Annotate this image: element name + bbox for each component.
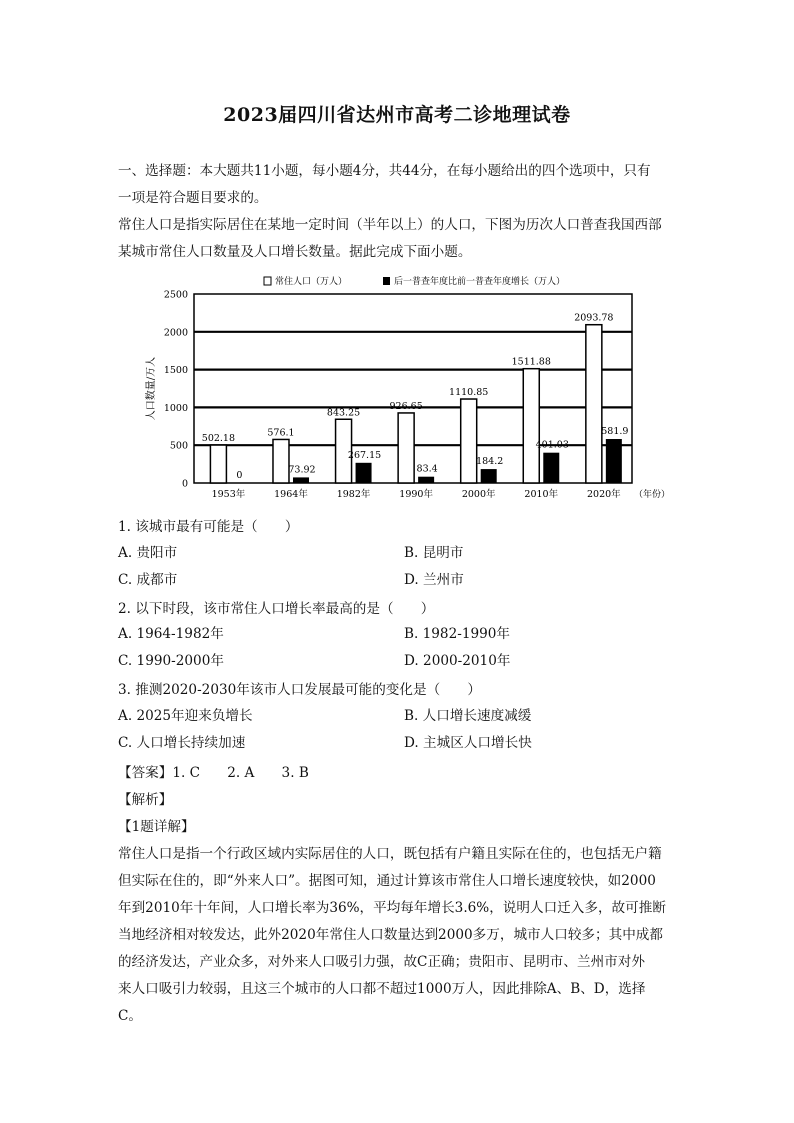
data-label-increase: 0 (236, 470, 243, 481)
x-axis-unit-label: （年份） (634, 490, 671, 500)
population-chart (136, 268, 671, 512)
data-label-increase: 73.92 (288, 464, 316, 476)
chart-legend (264, 275, 565, 287)
explanation-line-2: 但实际在住的，即“外来人口”。据图可知，通过计算该市常住人口增长速度较快，如2000 (118, 873, 656, 889)
legend-label-resident: 常住人口（万人） (275, 277, 348, 287)
x-tick-label: 1982年 (336, 489, 371, 500)
bar-population-increase (356, 463, 372, 483)
bar-population-increase (606, 439, 622, 483)
legend-swatch-increase (383, 277, 390, 285)
y-tick-label: 0 (181, 478, 188, 490)
question-3-option-c[interactable]: C. 人口增长持续加速 (118, 735, 246, 751)
data-label-increase: 267.15 (347, 449, 382, 461)
question-2-option-d[interactable]: D. 2000-2010年 (404, 653, 511, 669)
bar-resident-population (523, 369, 539, 483)
data-label-resident: 843.25 (326, 407, 361, 419)
bar-population-increase (543, 453, 559, 483)
bar-resident-population (273, 439, 289, 483)
y-tick-label: 1000 (163, 402, 188, 414)
legend-swatch-resident (264, 277, 271, 285)
data-label-increase: 401.03 (535, 439, 569, 451)
question-stem-line-2: 某城市常住人口数量及人口增长数量。据此完成下面小题。 (118, 244, 472, 260)
question-3-option-a[interactable]: A. 2025年迎来负增长 (118, 708, 253, 724)
data-label-resident: 1110.85 (449, 387, 489, 399)
bar-resident-population (586, 325, 602, 483)
legend-label-increase: 后一普查年度比前一普查年度增长（万人） (394, 277, 566, 287)
bar-population-increase (293, 477, 309, 483)
explanation-line-4: 当地经济相对较发达，此外2020年常住人口数量达到2000多万，城市人口较多；其中成都 (118, 927, 663, 943)
y-tick-label: 1500 (163, 365, 188, 377)
data-label-resident: 1511.88 (511, 356, 551, 368)
x-tick-label: 2000年 (461, 489, 496, 500)
page-title: 2023届四川省达州市高考二诊地理试卷 (223, 104, 571, 126)
section-intro-line-1: 一、选择题：本大题共11小题，每小题4分，共44分，在每小题给出的四个选项中，只有 (118, 163, 651, 179)
section-intro-line-2: 一项是符合题目要求的。 (118, 190, 268, 206)
question-1-option-a[interactable]: A. 贵阳市 (118, 545, 178, 561)
data-label-increase: 581.9 (601, 426, 629, 438)
question-2-option-c[interactable]: C. 1990-2000年 (118, 653, 224, 669)
question-2-option-b[interactable]: B. 1982-1990年 (404, 626, 511, 642)
explanation-line-6: 来人口吸引力较弱，且这三个城市的人口都不超过1000万人，因此排除A、B、D，选择 (118, 981, 646, 997)
question-stem-line-1: 常住人口是指实际居住在某地一定时间（半年以上）的人口，下图为历次人口普查我国西部 (118, 217, 662, 233)
explanation-line-7: C。 (118, 1008, 142, 1024)
x-tick-label: 1953年 (211, 489, 246, 500)
bar-resident-population (461, 399, 477, 483)
plot-area (164, 290, 632, 501)
question-3-text: 3. 推测2020-2030年该市人口发展最可能的变化是（ ） (118, 682, 481, 698)
bar-resident-population (210, 445, 226, 483)
question-2-option-a[interactable]: A. 1964-1982年 (118, 626, 224, 642)
question-1-option-d[interactable]: D. 兰州市 (404, 572, 464, 588)
bar-population-increase (481, 469, 497, 483)
question-3-option-b[interactable]: B. 人口增长速度减缓 (404, 708, 532, 724)
y-tick-label: 500 (169, 440, 188, 452)
y-tick-label: 2000 (163, 327, 188, 339)
data-label-resident: 502.18 (201, 433, 236, 445)
answer-line: 【答案】1. C 2. A 3. B (118, 765, 309, 781)
y-tick-label: 2500 (163, 289, 188, 301)
question-2-text: 2. 以下时段，该市常住人口增长率最高的是（ ） (118, 601, 435, 617)
question-1-option-c[interactable]: C. 成都市 (118, 572, 178, 588)
explanation-line-1: 常住人口是指一个行政区域内实际居住的人口，既包括有户籍且实际在住的，也包括无户籍 (118, 846, 662, 862)
question-1-detail-heading: 【1题详解】 (118, 819, 195, 835)
y-axis-label: 人口数量/万人 (146, 356, 157, 421)
question-3-option-d[interactable]: D. 主城区人口增长快 (404, 735, 532, 751)
data-label-resident: 576.1 (267, 427, 295, 439)
data-label-resident: 926.65 (389, 400, 423, 412)
x-tick-label: 2020年 (586, 489, 621, 500)
data-label-increase: 83.4 (416, 463, 438, 475)
explanation-line-5: 的经济发达，产业众多，对外来人口吸引力强，故C正确；贵阳市、昆明市、兰州市对外 (118, 954, 645, 970)
analysis-heading: 【解析】 (118, 792, 173, 808)
bar-population-increase (418, 477, 434, 483)
x-tick-label: 1990年 (399, 489, 433, 500)
bar-resident-population (398, 413, 414, 483)
explanation-line-3: 年到2010年十年间，人口增长率为36%，平均每年增长3.6%，说明人口迁入多，故可推断 (118, 900, 666, 916)
population-bar-chart (136, 268, 671, 508)
x-tick-label: 1964年 (274, 489, 308, 500)
x-tick-label: 2010年 (524, 489, 559, 500)
question-1-text: 1. 该城市最有可能是（ ） (118, 519, 299, 535)
data-label-increase: 184.2 (476, 456, 504, 468)
question-1-option-b[interactable]: B. 昆明市 (404, 545, 464, 561)
data-label-resident: 2093.78 (574, 312, 614, 324)
